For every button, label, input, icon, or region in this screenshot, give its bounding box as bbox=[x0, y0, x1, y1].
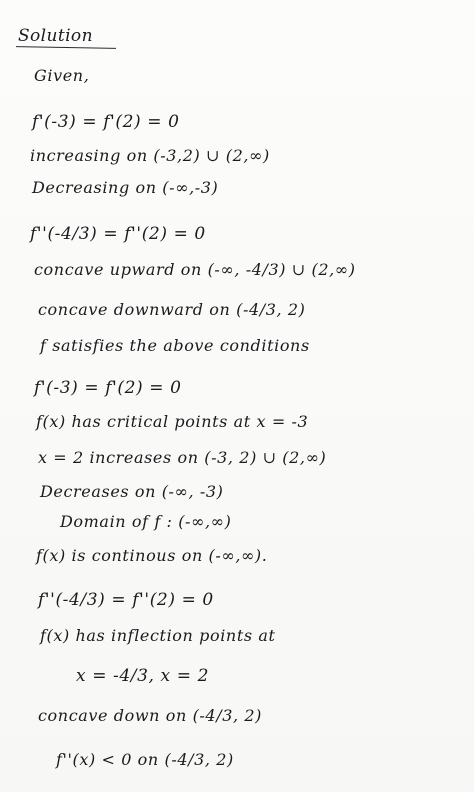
solution-line: concave down on (-4/3, 2) bbox=[38, 706, 262, 725]
solution-line: Domain of f : (-∞,∞) bbox=[60, 512, 232, 531]
solution-line: x = 2 increases on (-3, 2) ∪ (2,∞) bbox=[38, 448, 327, 467]
solution-line: f(x) has inflection points at bbox=[40, 626, 276, 645]
solution-line: f'(-3) = f'(2) = 0 bbox=[34, 378, 182, 398]
solution-line: f(x) is continous on (-∞,∞). bbox=[36, 546, 268, 565]
solution-line: f'(-3) = f'(2) = 0 bbox=[32, 112, 180, 132]
solution-line: increasing on (-3,2) ∪ (2,∞) bbox=[30, 146, 270, 165]
heading-underline bbox=[16, 46, 116, 49]
solution-line: x = -4/3, x = 2 bbox=[76, 666, 210, 686]
solution-heading: Solution bbox=[18, 26, 93, 46]
solution-line: f satisfies the above conditions bbox=[40, 336, 310, 355]
solution-line: concave upward on (-∞, -4/3) ∪ (2,∞) bbox=[34, 260, 356, 279]
solution-line: f''(-4/3) = f''(2) = 0 bbox=[38, 590, 214, 610]
solution-line: Decreases on (-∞, -3) bbox=[40, 482, 224, 501]
solution-line: Decreasing on (-∞,-3) bbox=[32, 178, 219, 197]
solution-line: Given, bbox=[34, 66, 90, 85]
solution-line: f(x) has critical points at x = -3 bbox=[36, 412, 309, 431]
solution-line: f''(-4/3) = f''(2) = 0 bbox=[30, 224, 206, 244]
solution-line: f''(x) < 0 on (-4/3, 2) bbox=[56, 750, 234, 769]
solution-line: concave downward on (-4/3, 2) bbox=[38, 300, 306, 319]
